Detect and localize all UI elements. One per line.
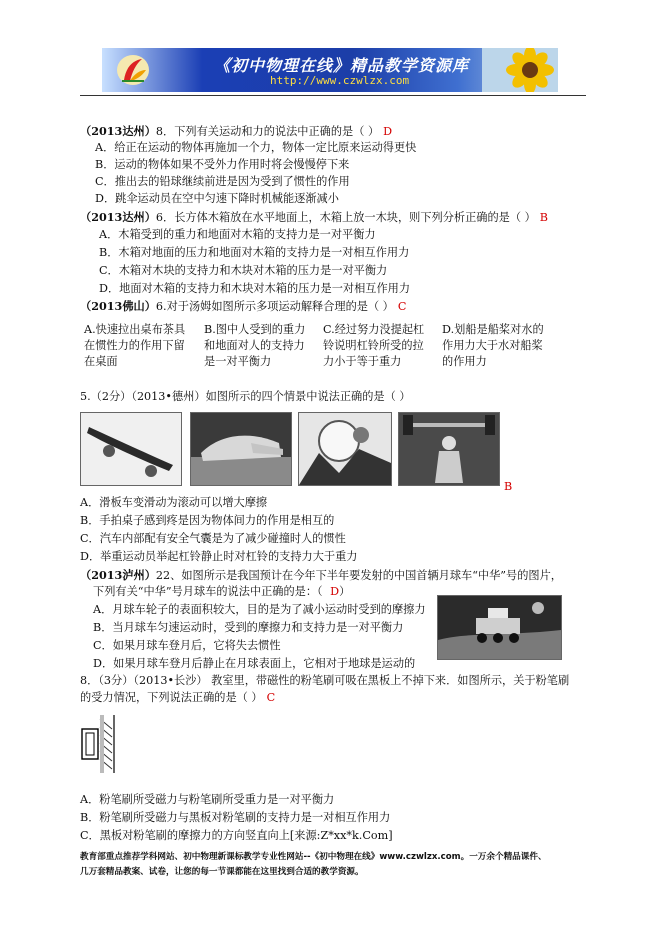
chalk-eraser-diagram [80, 715, 116, 773]
q6-stem: 8．（3分）（2013•长沙） 教室里，带磁性的粉笔刷可吸在黑板上不掉下来．如图所示，关于粉笔刷 [80, 674, 570, 687]
q2-option-a: A．木箱受到的重力和地面对木箱的支持力是一对平衡力 [99, 228, 376, 241]
q4-option-c: C．汽车内部配有安全气囊是为了减少碰撞时人的惯性 [80, 532, 346, 545]
q1-option-a: A．给正在运动的物体再施加一个力，物体一定比原来运动得更快 [95, 141, 417, 154]
q4-answer: B [504, 480, 513, 493]
q2-option-c: C．木箱对木块的支持力和木块对木箱的压力是一对平衡力 [99, 264, 388, 277]
header-divider [80, 95, 586, 96]
banner-url[interactable]: http://www.czwlzx.com [270, 74, 410, 87]
lunar-rover-image [437, 595, 562, 660]
q2-answer: B [539, 211, 548, 224]
q2-stem: （2013达州）6．长方体木箱放在水平地面上，木箱上放一木块，则下列分析正确的是（ ） B [80, 210, 548, 224]
q3-answer: C [397, 300, 407, 313]
q3-option-c: C.经过努力没提起杠 铃说明杠铃所受的拉 力小于等于重力 [323, 323, 425, 368]
footer-line-1: 教育部重点推荐学科网站、初中物理新课标教学专业性网站--《初中物理在线》www.czwlzx.com。一万余个精品课件、 [80, 852, 547, 862]
q5-option-b: B．当月球车匀速运动时，受到的摩擦力和支持力是一对平衡力 [93, 621, 404, 634]
q1-option-d: D．跳伞运动员在空中匀速下降时机械能逐渐减小 [95, 192, 339, 205]
q1-option-c: C．推出去的铅球继续前进是因为受到了惯性的作用 [95, 175, 350, 188]
q2-option-d: D．地面对木箱的支持力和木块对木箱的压力是一对相互作用力 [99, 282, 411, 295]
q3-option-b: B.图中人受到的重力 和地面对人的支持力 是一对平衡力 [204, 323, 306, 368]
q6-stem-continued: 的受力情况，下列说法正确的是（ ） C [80, 691, 276, 704]
skateboard-image [80, 412, 182, 486]
q3-option-a: A.快速拉出桌布茶具 在惯性力的作用下留 在桌面 [84, 323, 186, 368]
hand-slapping-table-image [190, 412, 292, 486]
banner-title: 《初中物理在线》精品教学资源库 [214, 56, 470, 75]
q5-stem: （2013泸州）22、如图所示是我国预计在今年下半年要发射的中国首辆月球车“中华”号的图片， [80, 568, 562, 582]
q5-option-d: D．如果月球车登月后静止在月球表面上，它相对于地球是运动的 [93, 657, 416, 670]
q3-stem: （2013佛山）6.对于汤姆如图所示多项运动解释合理的是（ ） C [80, 299, 407, 313]
q6-answer: C [266, 691, 276, 704]
q1-stem: （2013达州）8．下列有关运动和力的说法中正确的是（ ） D [80, 124, 393, 138]
weightlifter-image [398, 412, 500, 486]
car-airbag-image [298, 412, 392, 486]
q6-option-b: B．粉笔刷所受磁力与黑板对粉笔刷的支持力是一对相互作用力 [80, 811, 391, 824]
q4-option-d: D．举重运动员举起杠铃静止时对杠铃的支持力大于重力 [80, 550, 358, 563]
q5-option-a: A．月球车轮子的表面积较大，目的是为了减小运动时受到的摩擦力 [93, 603, 426, 616]
q4-option-a: A．滑板车变滑动为滚动可以增大摩擦 [80, 496, 268, 509]
site-logo-icon [116, 54, 150, 86]
q3-option-d: D.划船是船桨对水的 作用力大于水对船桨 的作用力 [442, 323, 544, 368]
q6-option-c: C．黑板对粉笔刷的摩擦力的方向竖直向上[来源:Z*xx*k.Com] [80, 829, 393, 842]
q4-option-b: B．手拍桌子感到疼是因为物体间力的作用是相互的 [80, 514, 335, 527]
q2-option-b: B．木箱对地面的压力和地面对木箱的支持力是一对相互作用力 [99, 246, 410, 259]
q5-stem-continued: 下列有关“中华”号月球车的说法中正确的是：（ D） [93, 585, 351, 598]
footer-line-2: 几万套精品教案、试卷，让您的每一节课都能在这里找到合适的教学资源。 [80, 867, 364, 877]
q5-answer: D [330, 585, 340, 598]
q1-answer: D [383, 125, 393, 138]
page-footer [80, 850, 600, 880]
q1-option-b: B．运动的物体如果不受外力作用时将会慢慢停下来 [95, 158, 350, 171]
q5-option-c: C．如果月球车登月后，它将失去惯性 [93, 639, 281, 652]
q6-option-a: A．粉笔刷所受磁力与粉笔刷所受重力是一对平衡力 [80, 793, 335, 806]
header-banner [102, 48, 558, 92]
q4-stem: 5.（2分）（2013•德州）如图所示的四个情景中说法正确的是（ ） [80, 390, 411, 403]
sunflower-icon [482, 48, 558, 92]
